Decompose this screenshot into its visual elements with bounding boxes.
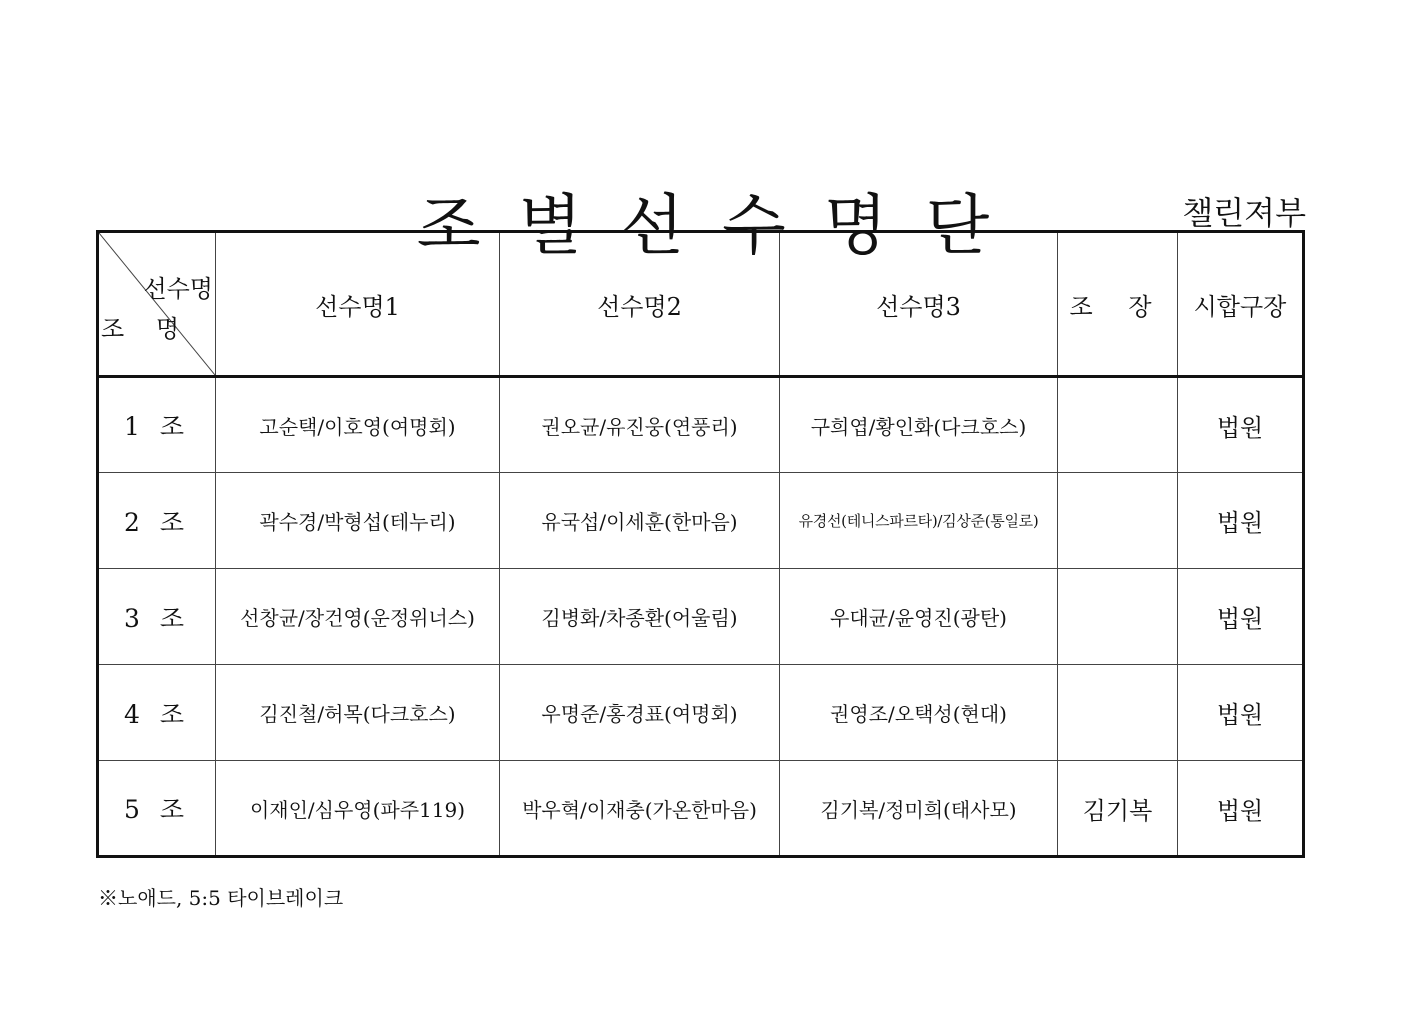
group-name: 4 조 [98, 665, 216, 761]
player1-cell: 고순택/이호영(여명회) [216, 377, 500, 473]
group-name: 2 조 [98, 473, 216, 569]
player1-cell: 곽수경/박형섭(테누리) [216, 473, 500, 569]
table-row [98, 665, 1304, 761]
footnote: ※노애드, 5:5 타이브레이크 [98, 886, 344, 910]
player3-cell: 김기복/정미희(태사모) [780, 761, 1058, 857]
corner-top-label: 선수명 [143, 275, 213, 303]
diagonal-divider [99, 233, 215, 375]
page-title: 조별선수명단 [416, 187, 1028, 265]
player3-cell: 구희엽/황인화(다크호스) [780, 377, 1058, 473]
player2-header: 선수명2 [500, 232, 780, 377]
venue-cell: 법원 [1178, 377, 1304, 473]
player1-cell: 김진철/허목(다크호스) [216, 665, 500, 761]
table-row [98, 569, 1304, 665]
captain-cell [1058, 569, 1178, 665]
captain-header: 조 장 [1058, 232, 1178, 377]
roster-table [96, 230, 1305, 858]
captain-cell [1058, 473, 1178, 569]
venue-cell: 법원 [1178, 761, 1304, 857]
captain-cell [1058, 377, 1178, 473]
player2-cell: 권오균/유진웅(연풍리) [500, 377, 780, 473]
player3-header: 선수명3 [780, 232, 1058, 377]
group-name: 3 조 [98, 569, 216, 665]
player1-cell: 이재인/심우영(파주119) [216, 761, 500, 857]
table-row [98, 761, 1304, 857]
venue-header: 시합구장 [1178, 232, 1304, 377]
venue-cell: 법원 [1178, 473, 1304, 569]
group-name: 1 조 [98, 377, 216, 473]
player1-cell: 선창균/장건영(운정위너스) [216, 569, 500, 665]
header-row [98, 232, 1304, 377]
group-name: 5 조 [98, 761, 216, 857]
player3-cell: 유경선(테니스파르타)/김상준(통일로) [780, 473, 1058, 569]
player3-cell: 우대균/윤영진(광탄) [780, 569, 1058, 665]
corner-bottom-label: 조 명 [101, 315, 191, 343]
venue-cell: 법원 [1178, 569, 1304, 665]
player2-cell: 우명준/홍경표(여명회) [500, 665, 780, 761]
player2-cell: 박우혁/이재충(가온한마음) [500, 761, 780, 857]
player1-header: 선수명1 [216, 232, 500, 377]
venue-cell: 법원 [1178, 665, 1304, 761]
player2-cell: 김병화/차종환(어울림) [500, 569, 780, 665]
corner-header-cell [98, 232, 216, 377]
table-row [98, 377, 1304, 473]
player2-cell: 유국섭/이세훈(한마음) [500, 473, 780, 569]
captain-cell [1058, 665, 1178, 761]
table-row [98, 473, 1304, 569]
division-label: 챌린져부 [1182, 194, 1306, 232]
captain-cell: 김기복 [1058, 761, 1178, 857]
player3-cell: 권영조/오택성(현대) [780, 665, 1058, 761]
